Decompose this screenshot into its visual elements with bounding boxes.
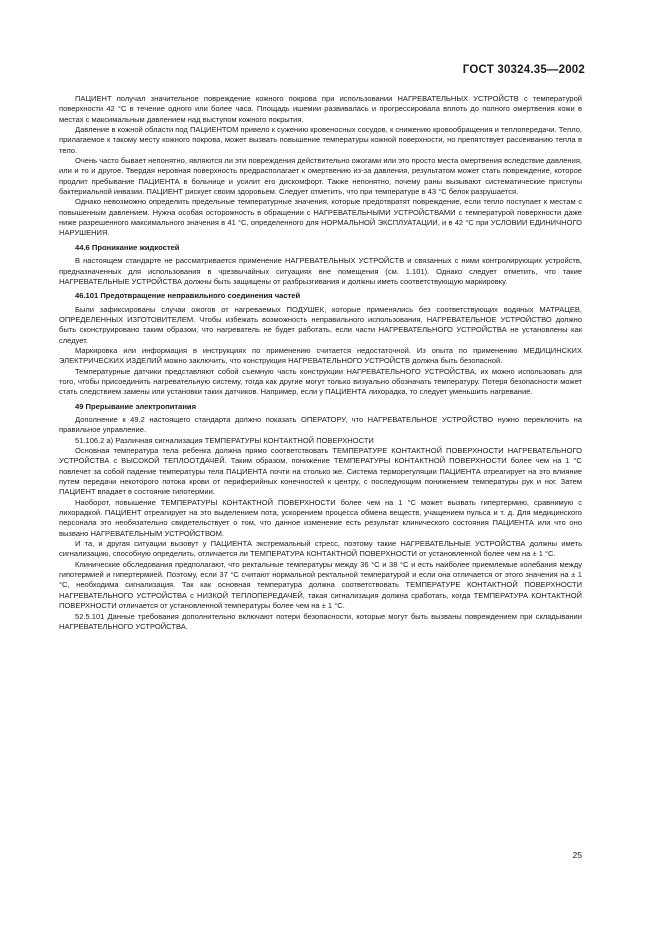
paragraph: В настоящем стандарте не рассматривается применение НАГРЕВАТЕЛЬНЫХ УСТРОЙСТВ и связанных с ними контролирующих устройств, предназначенных для использования в чрезвычайных ситуациях вне помещения (см. 1.101). Однако следует отметить, что такие НАГРЕВАТЕЛЬНЫЕ УСТРОЙСТВА должны быть защищены от разбрызгивания и должны иметь соответствующую маркировку. [59,256,582,286]
paragraph: Дополнение к 49.2 настоящего стандарта должно показать ОПЕРАТОРУ, что НАГРЕВАТЕЛЬНОЕ УСТРОЙСТВО нужно переключить на правильное управление. [59,414,582,435]
paragraph: Были зафиксированы случаи ожогов от нагреваемых ПОДУШЕК, которые применялись без соответствующих водяных МАТРАЦЕВ, ОПРЕДЕЛЕННЫХ ИЗГОТОВИТЕЛЕМ. Чтобы избежать возможность неправильного использования, НАГРЕВАТЕЛЬНОЕ УСТРОЙСТВО должно быть сконструировано таким образом, что нагреватель не будет работать, если части НАГРЕВАТЕЛЬНОГО УСТРОЙСТВА не установлены как следует. [59,304,582,345]
paragraph: ПАЦИЕНТ получал значительное повреждение кожного покрова при использовании НАГРЕВАТЕЛЬНЫХ УСТРОЙСТВ с температурой поверхности 42 °С в течение одного или более часа. Площадь ишемии развивалась и прогрессировала вплоть до полного омертвения кожи в местах с максимальным давлением над выступом кожного покрытия. [59,94,582,124]
section-heading: 44.6 Проникание жидкостей [75,242,180,252]
paragraph: Очень часто бывает непонятно, являются ли эти повреждения действительно ожогами или это просто места омертвения вследствие давления, или и то и другое. Твердая неровная поверхность предрасполагает к омертвению из-за давления, результатом может стать повреждение, которое продлит пребывание ПАЦИЕНТА в больнице и усилит его дискомфорт. Также непонятно, почему раны вызывают систематические приступы бактериальной инвазии. ПАЦИЕНТ рискует своим здоровьем. Следует отметить, что при температуре в 43 °С белок разрушается. [59,156,582,197]
subsection-heading: 51.106.2 а) Различная сигнализация ТЕМПЕРАТУРЫ КОНТАКТНОЙ ПОВЕРХНОСТИ [75,435,374,445]
paragraph: Температурные датчики представляют собой съемную часть конструкции НАГРЕВАТЕЛЬНОГО УСТРОЙСТВА, их можно использовать для того, чтобы присоединить нагревательную систему, тогда как другие могут только визуально обозначать температуру. Потеря безопасности может стать следствием замены или установки таких датчиков. Например, если у ПАЦИЕНТА лихорадка, то следует уменьшить нагревание. [59,366,582,397]
paragraph: 52.5.101 Данные требования дополнительно включают потери безопасности, которые могут быть вызваны повреждением при складывании НАГРЕВАТЕЛЬНОГО УСТРОЙСТВА. [59,611,582,631]
paragraph: И та, и другая ситуации вызовут у ПАЦИЕНТА экстремальный стресс, поэтому такие НАГРЕВАТЕЛЬНЫЕ УСТРОЙСТВА должны иметь сигнализацию, способную определить, отличается ли ТЕМПЕРАТУРА КОНТАКТНОЙ ПОВЕРХНОСТИ от установленной более чем на ± 1 °С. [59,539,582,559]
document-body [59,94,582,632]
paragraph: Маркировка или информация в инструкциях по применению считается недостаточной. Из опыта по применению МЕДИЦИНСКИХ ЭЛЕКТРИЧЕСКИХ ИЗДЕЛИЙ можно заключить, что конструкция НАГРЕВАТЕЛЬНОГО УСТРОЙСТВ должна быть безопасной. [59,345,582,366]
paragraph: Основная температура тела ребенка должна прямо соответствовать ТЕМПЕРАТУРЕ КОНТАКТНОЙ ПОВЕРХНОСТИ НАГРЕВАТЕЛЬНОГО УСТРОЙСТВА с ВЫСОКОЙ ТЕПЛООТДАЧЕЙ. Таким образом, понижение ТЕМПЕРАТУРЫ КОНТАКТНОЙ ПОВЕРХНОСТИ более чем на 1 °С повлечет за собой падение температуры тела ПАЦИЕНТА почти на столько же. Система терморегуляции ПАЦИЕНТА отреагирует на это влияние путем передачи некоторого потока крови от периферийных конечностей к центру, с последующим понижением температуры рук и ног. Затем ПАЦИЕНТ впадает в состояние гипотермии. [59,446,582,497]
document-code: ГОСТ 30324.35—2002 [462,64,585,76]
section-heading: 46.101 Предотвращение неправильного соединения частей [75,291,301,301]
paragraph: Наоборот, повышение ТЕМПЕРАТУРЫ КОНТАКТНОЙ ПОВЕРХНОСТИ более чем на 1 °С может вызвать гипертермию, сравнимую с лихорадкой. ПАЦИЕНТ отреагирует на это выделением пота, ускорением процесса обмена веществ, учащением пульса и т. д. Для медицинского персонала это необязательно свидетельствует о том, что данное изменение есть результат клинического состояния ПАЦИЕНТА или что оно вызвано НАГРЕВАТЕЛЬНЫМ УСТРОЙСТВОМ. [59,497,582,538]
section-heading: 49 Прерывание электропитания [75,401,197,411]
paragraph: Клинические обследования предполагают, что ректальные температуры между 36 °С и 38 °С и есть наиболее приемлемые колебания между гипотермией и гипертермией. Поэтому, если 37 °С считают нормальной ректальной температурой и если она отличается от этого значения на ± 1 °С, необходима сигнализация. Так как основная температура должна соответствовать ТЕМПЕРАТУРЕ КОНТАКТНОЙ ПОВЕРХНОСТИ НАГРЕВАТЕЛЬНОГО УСТРОЙСТВА с НИЗКОЙ ТЕПЛОПЕРЕДАЧЕЙ, такая сигнализация должна сработать, когда ТЕМПЕРАТУРА КОНТАКТНОЙ ПОВЕРХНОСТИ отличается от установленной температуры более чем на ± 1 °С. [59,559,582,611]
paragraph: Однако невозможно определить предельные температурные значения, которые предотвратят повреждение, если тепло поступает к местам с повышенным давлением. Нужна особая осторожность в обращении с НАГРЕВАТЕЛЬНЫМИ УСТРОЙСТВАМИ с температурой поверхности даже ниже разрешенного максимального значения в 41 °С, определенного для НОРМАЛЬНОЙ ЭКСПЛУАТАЦИИ, и в 42 °С при УСЛОВИИ ЕДИНИЧНОГО НАРУШЕНИЯ. [59,197,582,238]
page-number: 25 [572,850,582,860]
paragraph: Давление в кожной области под ПАЦИЕНТОМ привело к сужению кровеносных сосудов, к снижению кровообращения и теплопередачи. Тепло, прилагаемое к такому месту кожного покрова, может вызвать повышение температуры кожной поверхности, но препятствует рассеиванию тепла в тело. [59,125,582,155]
